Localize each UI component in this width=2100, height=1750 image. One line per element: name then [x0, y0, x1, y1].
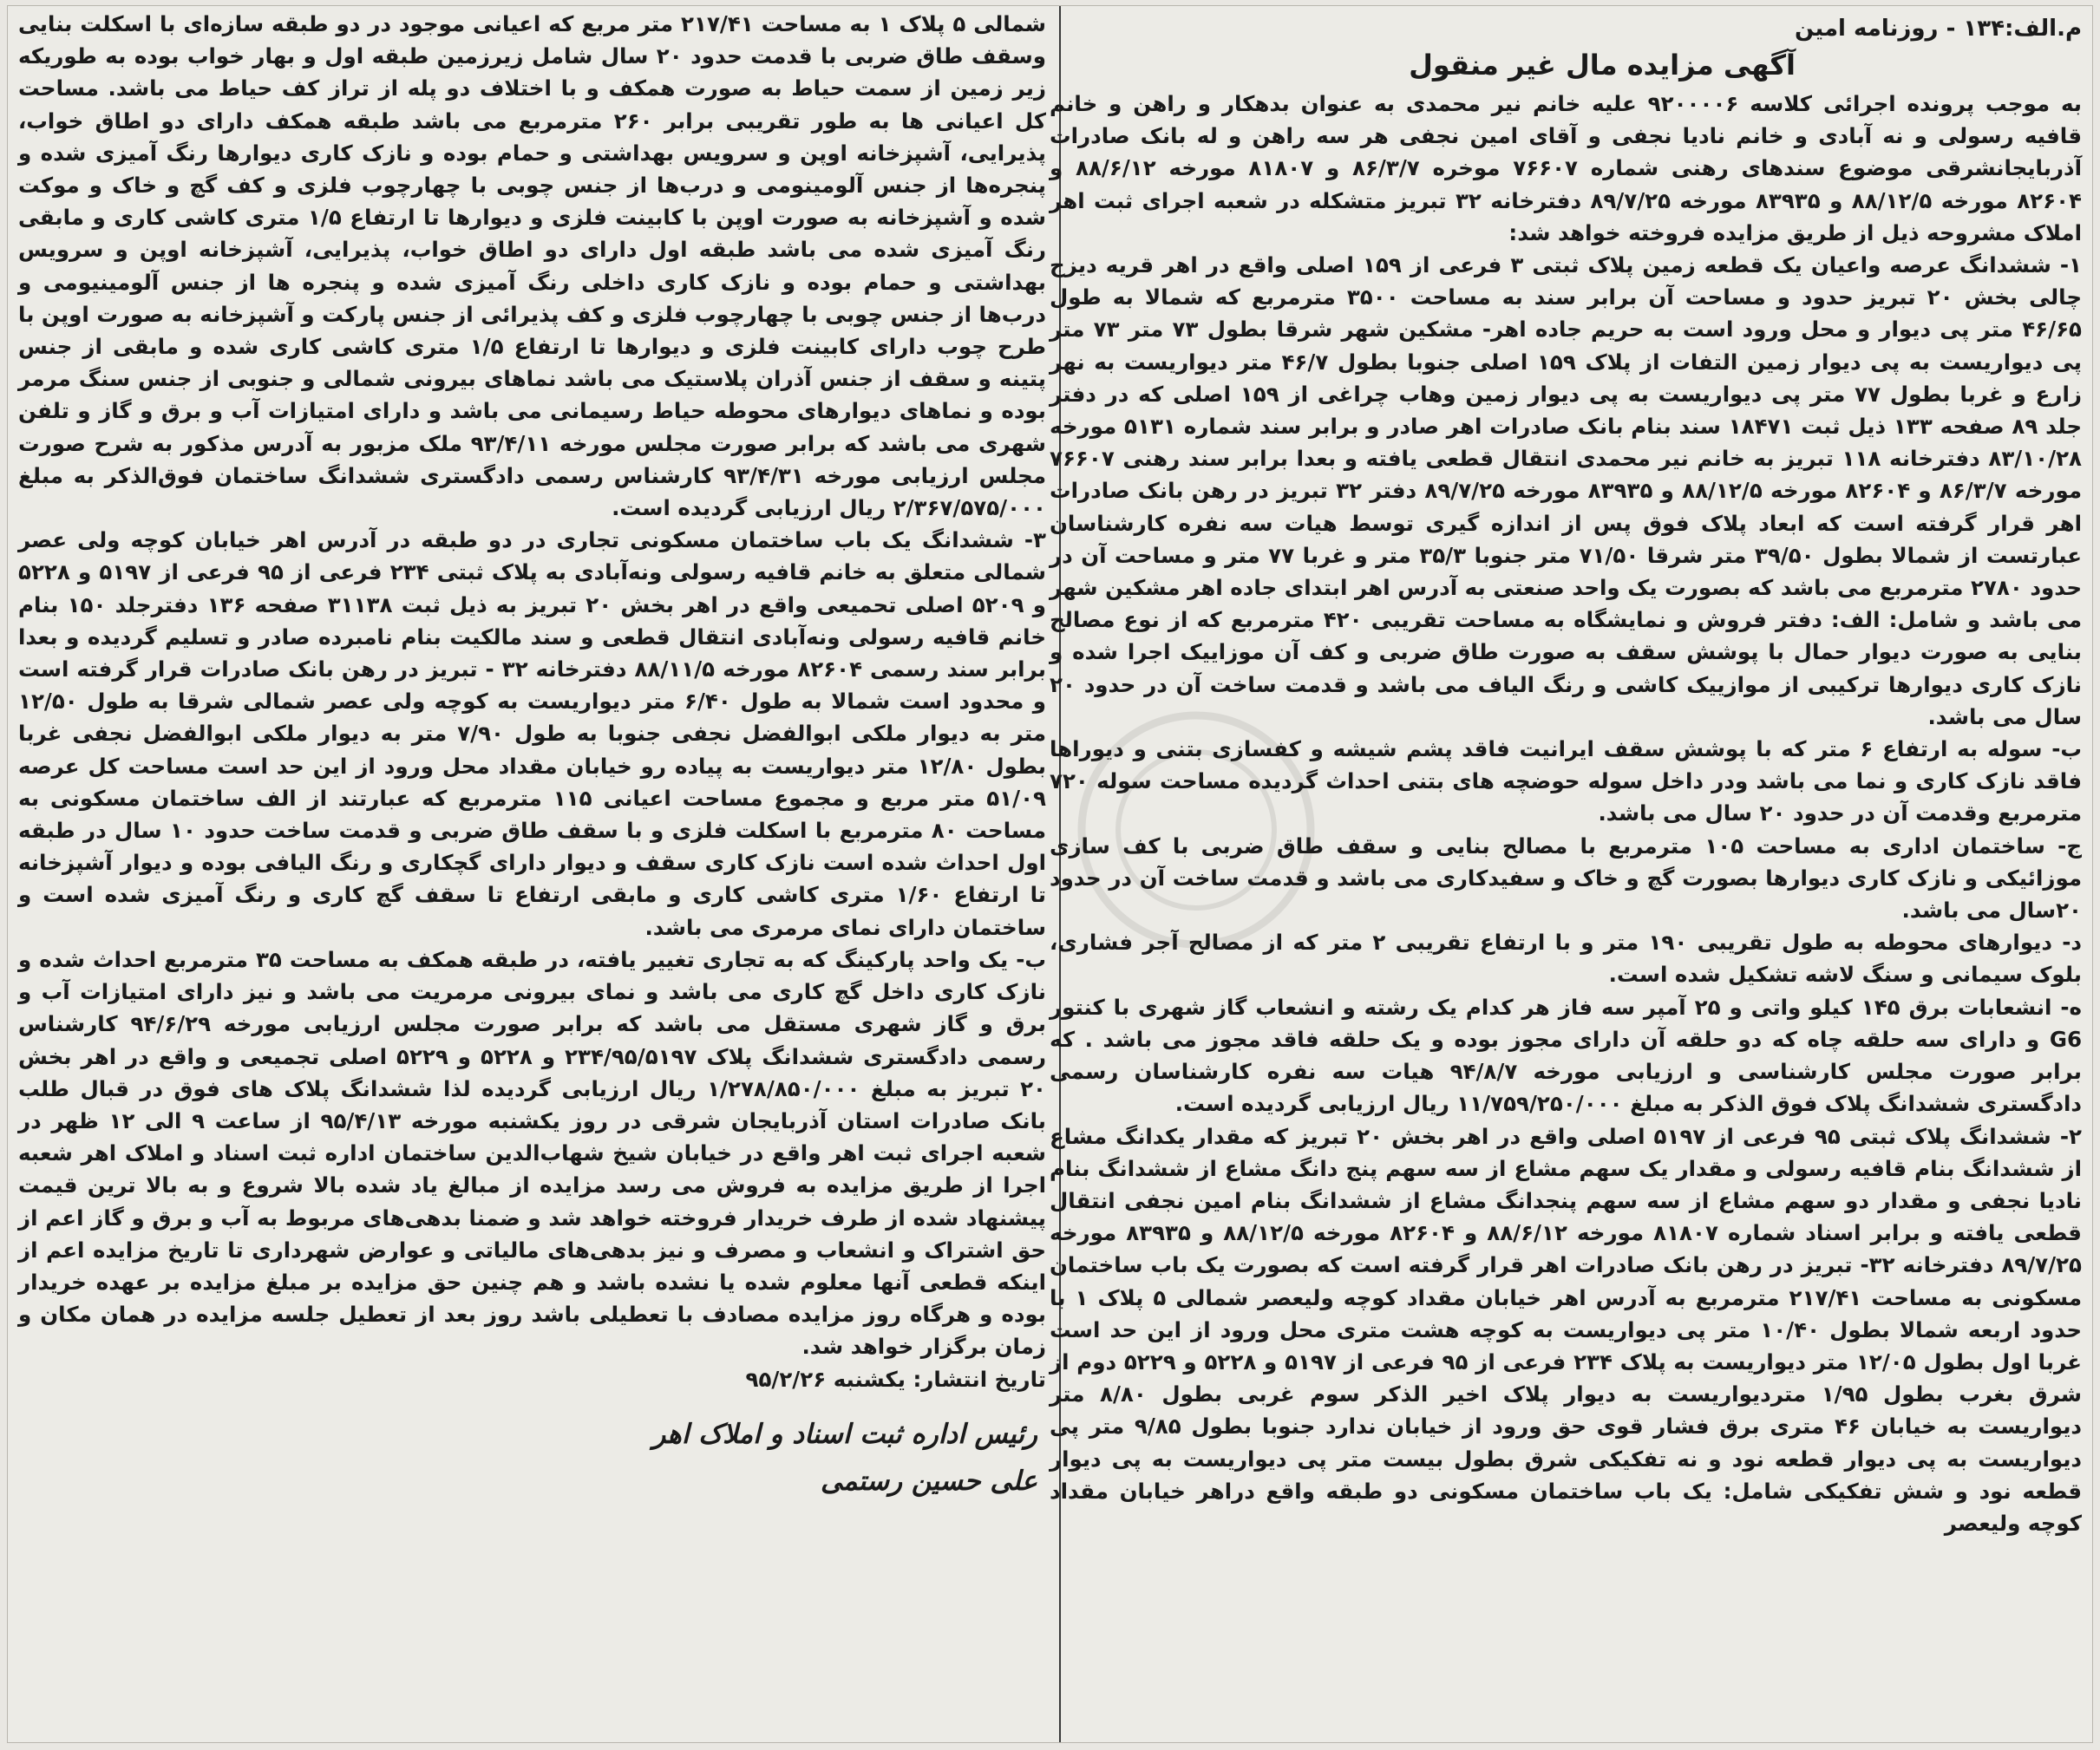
- right-column: [1050, 6, 2082, 1742]
- left-column: [18, 6, 1046, 1742]
- newspaper-header: [1050, 11, 2082, 46]
- paragraph-item-1: ۱- ششدانگ عرصه واعیان یک قطعه زمین پلاک ثبتی ۳ فرعی از ۱۵۹ اصلی واقع در اهر قریه دیزج چالی بخش ۲۰ تبریز حدود و مساحت آن برابر سند به مساحت ۳۵۰۰ مترمربع که شمالا به طول ۴۶/۶۵ متر پی دیوار و محل ورود است به حریم جاده اهر- مشکین شهر شرقا بطول ۷۳ متر ۷۳ متر پی دیواریست به پی دیوار زمین التفات از پلاک ۱۵۹ اصلی جنوبا بطول ۴۶/۷ متر دیواریست به نهر زارع و غربا بطول ۷۷ متر پی دیواریست به پی دیوار زمین وهاب چراغی از ۱۵۹ اصلی که در دفتر جلد ۸۹ صفحه ۱۳۳ ذیل ثبت ۱۸۴۷۱ سند بنام بانک صادرات اهر صادر و برابر سند شماره ۵۱۳۱ مورخه ۸۳/۱۰/۲۸ دفترخانه ۱۱۸ تبریز به خانم نیر محمدی انتقال قطعی یافته و بعدا برابر سند رهنی ۷۶۶۰۷ مورخه ۸۶/۳/۷ و ۸۲۶۰۴ مورخه ۸۸/۱۲/۵ و ۸۳۹۳۵ مورخه ۸۹/۷/۲۵ دفتر ۳۲ تبریز در رهن بانک صادرات اهر قرار گرفته است که ابعاد پلاک فوق پس از اندازه گیری توسط هیات سه نفره کارشناسان عبارتست از شمالا بطول ۳۹/۵۰ متر شرقا ۷۱/۵۰ متر جنوبا ۳۵/۳ متر و غربا ۷۷ متر و مساحت آن در حدود ۲۷۸۰ مترمربع می باشد که بصورت یک واحد صنعتی به آدرس اهر ابتدای جاده اهر مشکین شهر می باشد و شامل: الف: دفتر فروش و نمایشگاه به مساحت تقریبی ۴۲۰ مترمربع که از نوع مصالح بنایی به صورت دیوار حمال با پوشش سقف به صورت طاق ضربی و کف آن موزاییک اجرا شده و نازک کاری دیوارها ترکیبی از موازییک کاشی و رنگ الیاف می باشد و قدمت ساخت آن در حدود ۲۰ سال می باشد.: [1050, 252, 2083, 729]
- paragraph-item-1-e: ه- انشعابات برق ۱۴۵ کیلو واتی و ۲۵ آمپر سه فاز هر کدام یک رشته و انشعاب گاز شهری با کنتور G6 و دارای سه حلقه چاه که دو حلقه آن دارای مجوز بوده و یک حلقه فاقد مجوز می باشد . که برابر صورت مجلس کارشناسی و ارزیابی مورخه ۹۴/۸/۷ هیات سه نفره کارشناسان رسمی دادگستری ششدانگ پلاک فوق الذکر به مبلغ ۱۱/۷۵۹/۲۵۰/۰۰۰ ریال ارزیابی گردیده است.: [1050, 994, 2082, 1117]
- signature-name: علی حسین رستمی: [820, 1465, 1037, 1497]
- paragraph-intro: به موجب پرونده اجرائی کلاسه ۹۲۰۰۰۰۶ علیه خانم نیر محمدی به عنوان بدهکار و راهن و خانم قافیه رسولی و نه آبادی و خانم نادیا نجفی و آقای امین نجفی هر سه راهن و له بانک صادرات آذربایجانشرقی موضوع سندهای رهنی شماره ۷۶۶۰۷ موخره ۸۶/۳/۷ و ۸۱۸۰۷ مورخه ۸۸/۶/۱۲ و ۸۲۶۰۴ مورخه ۸۸/۱۲/۵ و ۸۳۹۳۵ مورخه ۸۹/۷/۲۵ دفترخانه ۳۲ تبریز متشکله در شعبه اجرای ثبت اهر املاک مشروحه ذیل از طریق مزایده فروخته خواهد شد:: [1050, 91, 2082, 245]
- paragraph-item-1-b: ب- سوله به ارتفاع ۶ متر که با پوشش سقف ایرانیت فاقد پشم شیشه و کفسازی بتنی و دیوراها فاقد نازک کاری و نما می باشد ودر داخل سوله حوضچه های بتنی احداث گردیده مساحت سوله ۷۲۰ مترمربع وقدمت آن در حدود ۲۰ سال می باشد.: [1050, 736, 2083, 826]
- paragraph-item-2: ۲- ششدانگ پلاک ثبتی ۹۵ فرعی از ۵۱۹۷ اصلی واقع در اهر بخش ۲۰ تبریز که مقدار یکدانگ مشاع از ششدانگ بنام قافیه رسولی و مقدار یک سهم مشاع از سه سهم پنج دانگ مشاع از ششدانگ بنام نادیا نجفی و مقدار دو سهم مشاع از سه سهم پنجدانگ مشاع از ششدانگ بنام امین نجفی انتقال قطعی یافته و برابر اسناد شماره ۸۱۸۰۷ مورخه ۸۸/۶/۱۲ و ۸۲۶۰۴ مورخه ۸۸/۱۲/۵ و ۸۳۹۳۵ مورخه ۸۹/۷/۲۵ دفترخانه ۳۲- تبریز در رهن بانک صادرات اهر قرار گرفته است که بصورت یک باب ساختمان مسکونی به مساحت ۲۱۷/۴۱ مترمربع به آدرس اهر خیابان مقداد کوچه ولیعصر شمالی ۵ پلاک ۱ با حدود اربعه شمالا بطول ۱۰/۴۰ متر پی دیواریست به کوچه هشت متری محل ورود از این حد است غربا اول بطول ۱۲/۰۵ متر دیواریست به پلاک ۲۳۴ فرعی از ۹۵ فرعی از ۵۱۹۷ و ۵۲۲۸ و ۵۲۲۹ دوم از شرق بغرب بطول ۱/۹۵ متردیواریست به دیوار پلاک اخیر الذکر سوم غربی بطول ۸/۸۰ متر دیواریست به خیابان ۴۶ متری برق فشار قوی حق ورود از خیابان ندارد جنوبا بطول ۹/۸۵ متر پی دیواریست به پی دیوار قطعه نود و نه تفکیکی شرق بطول بیست متر پی دیواریست به پی دیوار قطعه نود و شش تفکیکی شامل: یک باب ساختمان مسکونی دو طبقه واقع دراهر خیابان مقداد کوچه ولیعصر: [1050, 1123, 2083, 1536]
- signature-block: [18, 1411, 1046, 1505]
- paragraph-item-1-d: د- دیوارهای محوطه به طول تقریبی ۱۹۰ متر و با ارتفاع تقریبی ۲ متر که از مصالح آجر فشاری، بلوک سیمانی و سنگ لاشه تشکیل شده است.: [1050, 930, 2082, 988]
- right-column-body: [1050, 88, 2082, 1539]
- paragraph-item-1-c: ج- ساختمان اداری به مساحت ۱۰۵ مترمربع با مصالح بنایی و سقف طاق ضربی با کف سازی موزائیکی و نازک کاری دیوارها بصورت گچ و خاک و سفیدکاری می باشد و قدمت ساخت آن در حدود ۲۰سال می باشد.: [1050, 833, 2082, 924]
- issue-label: م.الف:۱۳۴ - روزنامه امین: [1794, 16, 2082, 42]
- paragraph-item-3: ۳- ششدانگ یک باب ساختمان مسکونی تجاری در دو طبقه در آدرس اهر خیابان کوچه ولی عصر شمالی متعلق به خانم قافیه رسولی ونه‌آبادی به پلاک ثبتی ۲۳۴ فرعی از ۹۵ فرعی از ۵۱۹۷ و ۵۲۲۸ و ۵۲۰۹ اصلی تحمیعی واقع در اهر بخش ۲۰ تبریز به ذیل ثبت ۳۱۱۳۸ صفحه ۱۳۶ دفترجلد ۱۵۰ بنام خانم قافیه رسولی ونه‌آبادی انتقال قطعی و سند مالکیت بنام نامبرده صادر و تسلیم گردیده و بعدا برابر سند رسمی ۸۲۶۰۴ مورخه ۸۸/۱۱/۵ دفترخانه ۳۲ - تبریز در رهن بانک صادرات قرار گرفته است و محدود است شمالا به طول ۶/۴۰ متر دیواریست به کوچه ولی عصر شمالی شرقا به طول ۱۲/۵۰ متر به دیوار ملکی ابوالفضل نجفی جنوبا به طول ۷/۹۰ متر به دیوار ملکی ابوالفضل نجفی غربا بطول ۱۲/۸۰ متر دیواریست به پیاده رو خیابان مقداد محل ورود از این حد است مساحت کل عرصه ۵۱/۰۹ متر مربع و مجموع مساحت اعیانی ۱۱۵ مترمربع که عبارتند از الف ساختمان مسکونی به مساحت ۸۰ مترمربع با اسکلت فلزی و با سقف طاق ضربی و قدمت ساخت حدود ۱۰ سال در طبقه اول احداث شده است نازک کاری سقف و دیوار دارای گچکاری و رنگ الیافی بوده و دیوار آشپزخانه تا ارتفاع ۱/۶۰ متری کاشی کاری و مابقی ارتفاع تا سقف گچ کاری و رنگ آمیزی شده است و ساختمان دارای نمای مرمری می باشد.: [18, 527, 1047, 940]
- left-column-body: [18, 8, 1046, 1395]
- ad-title: آگهی مزایده مال غیر منقول: [1409, 49, 1796, 82]
- newspaper-clipping: [7, 5, 2093, 1743]
- paragraph-item-2-cont: شمالی ۵ پلاک ۱ به مساحت ۲۱۷/۴۱ متر مربع که اعیانی موجود در دو طبقه سازه‌ای با اسکلت بنایی وسقف طاق ضربی با قدمت حدود ۲۰ سال شامل زیرزمین طبقه اول و بهار خواب بوده به طوریکه زیر زمین از سمت حیاط به صورت همکف و با اختلاف دو پله از تراز کف حیاط می باشد. مساحت کل اعیانی ها به طور تقریبی برابر ۲۶۰ مترمربع می باشد طبقه همکف دارای دو اطاق خواب، پذیرایی، آشپزخانه اوپن و سرویس بهداشتی و حمام بوده و نازک کاری دیوارها رنگ آمیزی شده و پنجره‌ها از جنس آلومینومی و درب‌ها از جنس چوبی با چهارچوب فلزی و کف گچ و خاک و موکت شده و آشپزخانه به صورت اوپن با کابینت فلزی و دیوارها تا ارتفاع ۱/۵ متری کاشی کاری و مابقی رنگ آمیزی شده می باشد طبقه اول دارای دو اطاق خواب، پذیرایی، آشپزخانه اوپن و سرویس بهداشتی و حمام بوده و نازک کاری داخلی رنگ آمیزی شده و پنجره ها از جنس آلومینیومی و درب‌ها از جنس چوبی با چهارچوب فلزی و کف پذیرائی از جنس پارکت و آشپزخانه به صورت اوپن با طرح چوب دارای کابینت فلزی و دیوارها تا ارتفاع ۱/۵ متری کاشی کاری شده و مابقی از جنس پتینه و سقف از جنس آذران پلاستیک می باشد نماهای بیرونی شمالی و جنوبی از جنس سنگ مرمر بوده و نماهای دیوارهای محوطه حیاط رسیمانی می باشد و دارای امتیازات آب و برق و گاز و تلفن شهری می باشد که برابر صورت مجلس مورخه ۹۳/۴/۱۱ ملک مزبور به آدرس مذکور به شرح صورت مجلس ارزیابی مورخه ۹۳/۴/۳۱ کارشناس رسمی دادگستری ششدانگ ساختمان فوق‌الذکر به مبلغ ۲/۳۶۷/۵۷۵/۰۰۰ ریال ارزیابی گردیده است.: [18, 11, 1047, 521]
- paragraph-item-3-b: ب- یک واحد پارکینگ که به تجاری تغییر یافته، در طبقه همکف به مساحت ۳۵ مترمربع احداث شده و نازک کاری داخل گچ کاری می باشد و نمای بیرونی مرمریت می باشد و نیز دارای امتیازات آب و برق و گاز شهری مستقل می باشد که برابر صورت مجلس ارزیابی مورخه ۹۴/۶/۲۹ کارشناس رسمی دادگستری ششدانگ پلاک ۲۳۴/۹۵/۵۱۹۷ و ۵۲۲۸ و ۵۲۲۹ اصلی تجمیعی و واقع در اهر بخش ۲۰ تبریز به مبلغ ۱/۲۷۸/۸۵۰/۰۰۰ ریال ارزیابی گردیده لذا ششدانگ پلاک های فوق در قبال طلب بانک صادرات استان آذربایجان شرقی در روز یکشنبه مورخه ۹۵/۴/۱۳ از ساعت ۹ الی ۱۲ ظهر در شعبه اجرای ثبت اهر واقع در خیابان شیخ شهاب‌الدین ساختمان اداره ثبت اسناد و املاک اهر شعبه اجرا از طریق مزایده به فروش می رسد مزایده از مبالغ یاد شده بالا شروع و به بالا ترین قیمت پیشنهاد شده از طرف خریدار فروخته خواهد شد و ضمنا بدهی‌های مربوط به آب و برق و گاز اعم از حق اشتراک و انشعاب و مصرف و نیز بدهی‌های مالیاتی و عوارض شهرداری تا تاریخ مزایده اعم از اینکه قطعی آنها معلوم شده یا نشده باشد و هم چنین حق مزایده بر مبلغ مزایده بر عهده خریدار بوده و هرگاه روز مزایده مصادف با تعطیلی باشد روز بعد از تعطیل جلسه مزایده در همان مکان و زمان برگزار خواهد شد.: [18, 946, 1047, 1360]
- publish-date: تاریخ انتشار: یکشنبه ۹۵/۲/۲۶: [745, 1366, 1046, 1392]
- signature-title: رئیس اداره ثبت اسناد و املاک اهر: [652, 1418, 1037, 1450]
